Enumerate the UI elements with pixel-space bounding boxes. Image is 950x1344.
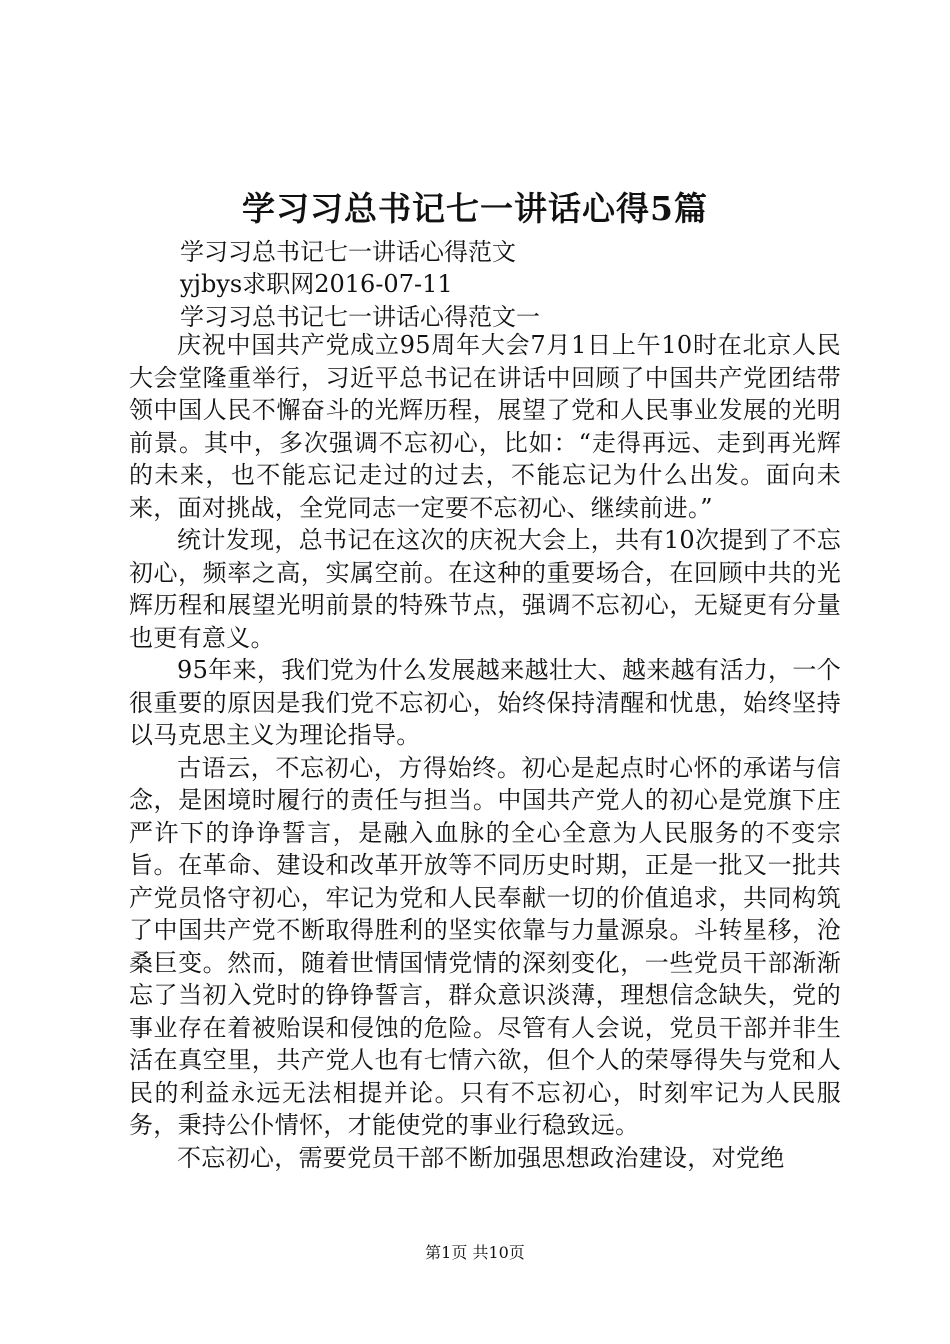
paragraph: 不忘初心，需要党员干部不断加强思想政治建设，对党绝 — [177, 1143, 785, 1172]
source-line: yjbys求职网2016-07-11 — [180, 270, 453, 298]
document-body — [129, 329, 841, 1174]
paragraph: 95年来，我们党为什么发展越来越壮大、越来越有活力，一个很重要的原因是我们党不忘初心，始终保持清醒和忧患，始终坚持以马克思主义为理论指导。 — [129, 656, 841, 749]
section-heading: 学习习总书记七一讲话心得范文一 — [180, 303, 540, 331]
document-title: 学习习总书记七一讲话心得5篇 — [242, 189, 708, 228]
page-indicator: 第1页 共10页 — [425, 1243, 525, 1262]
paragraph: 古语云，不忘初心，方得始终。初心是起点时心怀的承诺与信念，是困境时履行的责任与担当。中国共产党人的初心是党旗下庄严许下的诤诤誓言，是融入血脉的全心全意为人民服务的不变宗旨。在革命、建设和改革开放等不同历史时期，正是一批又一批共产党员恪守初心，牢记为党和人民奉献一切的价值追求，共同构筑了中国共产党不断取得胜利的坚实依靠与力量源泉。斗转星移，沧桑巨变。然而，随着世情国情党情的深刻变化，一些党员干部渐渐忘了当初入党时的铮铮誓言，群众意识淡薄，理想信念缺失，党的事业存在着被贻误和侵蚀的危险。尽管有人会说，党员干部并非生活在真空里，共产党人也有七情六欲，但个人的荣辱得失与党和人民的利益永远无法相提并论。只有不忘初心，时刻牢记为人民服务，秉持公仆情怀，才能使党的事业行稳致远。 — [129, 753, 841, 1139]
document-subtitle: 学习习总书记七一讲话心得范文 — [180, 238, 516, 266]
paragraph: 统计发现，总书记在这次的庆祝大会上，共有10次提到了不忘初心，频率之高，实属空前。在这种的重要场合，在回顾中共的光辉历程和展望光明前景的特殊节点，强调不忘初心，无疑更有分量也更有意义。 — [129, 526, 841, 652]
paragraph: 庆祝中国共产党成立95周年大会7月1日上午10时在北京人民大会堂隆重举行，习近平总书记在讲话中回顾了中国共产党团结带领中国人民不懈奋斗的光辉历程，展望了党和人民事业发展的光明前景。其中，多次强调不忘初心，比如：“走得再远、走到再光辉的未来，也不能忘记走过的过去，不能忘记为什么出发。面向未来，面对挑战，全党同志一定要不忘初心、继续前进。” — [129, 331, 841, 522]
